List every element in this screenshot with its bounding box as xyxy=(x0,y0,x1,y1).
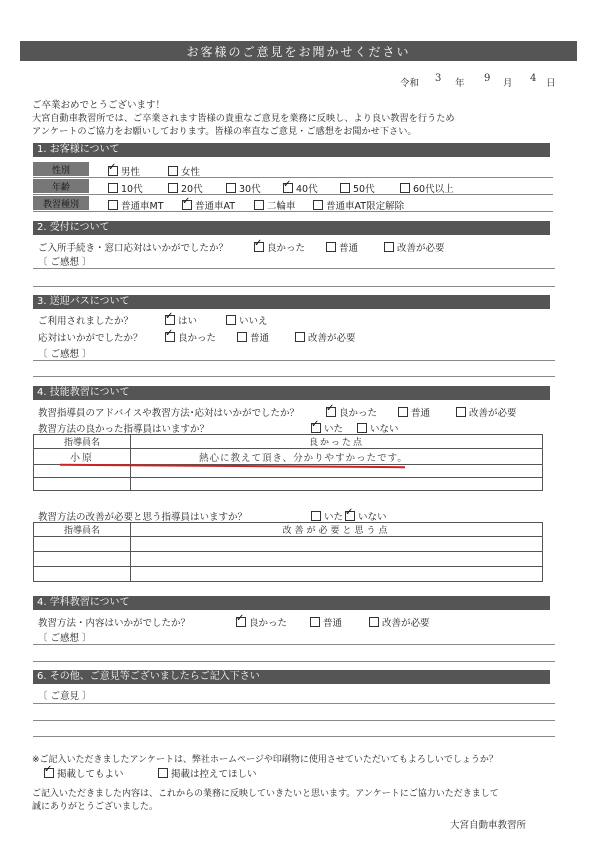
checkbox-checked-icon[interactable] xyxy=(311,423,321,433)
checkbox-icon[interactable] xyxy=(168,183,178,193)
date-day-unit: 日 xyxy=(546,78,556,89)
checkbox-icon[interactable] xyxy=(313,200,323,210)
improve-instructor-table xyxy=(33,522,543,582)
skill-normal-option[interactable]: 普通 xyxy=(398,405,430,419)
checkbox-checked-icon[interactable] xyxy=(182,200,192,210)
section-4-header: 4. 技能教習について xyxy=(33,386,550,400)
checkbox-checked-icon[interactable] xyxy=(44,768,54,778)
date-era: 令和 xyxy=(400,78,420,89)
intro-line-2: 大宮自動車教習所では、ご卒業されます皆様の貴重なご意見を業務に反映し、より良い教習を行うため xyxy=(32,113,455,124)
intro-line-3: アンケートのご協力をお願いしております。皆様の率直なご意見・ご感想をお聞かせ下さい。 xyxy=(32,126,417,137)
skill-good-option[interactable]: ✓ 良かった xyxy=(326,405,377,419)
age-20s-option[interactable]: 20代 xyxy=(168,181,203,195)
checkbox-icon[interactable] xyxy=(108,183,118,193)
checkbox-icon[interactable] xyxy=(369,617,379,627)
good-instructor-question: 教習方法の良かった指導員はいますか？ xyxy=(38,424,210,435)
checkbox-checked-icon[interactable] xyxy=(165,315,175,325)
good-point-text: 熱心に教えて頂き、分かりやすかったです。 xyxy=(199,452,408,464)
checkbox-icon[interactable] xyxy=(398,407,408,417)
col-good-point: 良かった点 xyxy=(131,435,543,449)
checkbox-checked-icon[interactable] xyxy=(254,242,264,252)
date-month-unit: 月 xyxy=(503,78,513,89)
gender-female-option[interactable]: 女性 xyxy=(168,164,200,178)
type-at-release-option[interactable]: 普通車AT限定解除 xyxy=(313,198,404,212)
publish-ok-option[interactable]: ✓掲載してもよい xyxy=(44,766,124,780)
age-10s-option[interactable]: 10代 xyxy=(108,181,143,195)
reception-good-option[interactable]: ✓ 良かった xyxy=(254,240,305,254)
checkbox-icon[interactable] xyxy=(295,332,305,342)
thanks-line-1: ご記入いただきました内容は、これからの業務に反映していきたいと思います。アンケートにご協力いただきまして xyxy=(32,789,499,799)
bus-improve-option[interactable]: 改善が必要 xyxy=(295,330,356,344)
age-60s-option[interactable]: 60代以上 xyxy=(400,181,454,195)
checkbox-icon[interactable] xyxy=(310,617,320,627)
col-instructor-name: 指導員名 xyxy=(34,435,131,449)
section-2-header: 2. 受付について xyxy=(33,221,550,235)
type-at-option[interactable]: ✓ 普通車AT xyxy=(182,198,235,212)
checkbox-icon[interactable] xyxy=(357,423,367,433)
instructor-name-cell[interactable] xyxy=(34,449,131,465)
bus-normal-option[interactable]: 普通 xyxy=(237,330,269,344)
date-year-unit: 年 xyxy=(455,78,465,89)
bus-service-question: 応対はいかがでしたか？ xyxy=(38,333,143,344)
good-point-cell[interactable] xyxy=(131,449,543,465)
reception-normal-option[interactable]: 普通 xyxy=(326,240,358,254)
age-label: 年齢 xyxy=(33,179,89,193)
section-6-header: 6. その他、ご意見等ございましたらご記入下さい xyxy=(33,670,550,684)
section-5-header: 4. 学科教習について xyxy=(33,596,550,610)
good-instructor-present-option[interactable]: ✓ いた xyxy=(311,421,343,435)
class-good-option[interactable]: ✓ 良かった xyxy=(236,615,287,629)
bus-use-question: ご利用されましたか？ xyxy=(38,316,134,327)
age-40s-option[interactable]: ✓ 40代 xyxy=(283,181,318,195)
checkbox-checked-icon[interactable] xyxy=(326,407,336,417)
date-month: 9 xyxy=(484,73,493,84)
checkbox-checked-icon[interactable] xyxy=(236,617,246,627)
col-improve-point: 改善が必要と思う点 xyxy=(131,523,543,537)
checkbox-icon[interactable] xyxy=(456,407,466,417)
type-label: 教習種別 xyxy=(33,196,89,210)
checkbox-checked-icon[interactable] xyxy=(165,332,175,342)
instructor-name: 小原 xyxy=(70,453,94,464)
class-question: 教習方法・内容はいかがでしたか？ xyxy=(38,618,191,629)
checkbox-checked-icon[interactable] xyxy=(345,511,355,521)
section-1-header: 1. お客様について xyxy=(33,143,550,157)
bus-good-option[interactable]: ✓ 良かった xyxy=(165,330,216,344)
improve-instructor-question: 教習方法の改善が必要と思う指導員はいますか？ xyxy=(38,512,248,523)
checkbox-icon[interactable] xyxy=(254,200,264,210)
form-title: お客様のご意見をお聞かせください xyxy=(20,41,577,61)
reception-question: ご入所手続き・窓口応対はいかがでしたか？ xyxy=(38,243,229,254)
improve-instructor-absent-option[interactable]: ✓ いない xyxy=(345,509,387,523)
bus-no-option[interactable]: いいえ xyxy=(226,313,268,327)
other-comment-label: 〔 ご意見 〕 xyxy=(38,691,92,702)
organization-name: 大宮自動車教習所 xyxy=(450,820,527,831)
reception-comment-label: 〔 ご感想 〕 xyxy=(38,257,92,268)
checkbox-icon[interactable] xyxy=(158,768,168,778)
age-50s-option[interactable]: 50代 xyxy=(340,181,375,195)
improve-instructor-present-option[interactable]: いた xyxy=(311,509,343,523)
skill-question: 教習指導員のアドバイスや教習方法･応対はいかがでしたか？ xyxy=(38,408,299,419)
class-normal-option[interactable]: 普通 xyxy=(310,615,342,629)
gender-label: 性別 xyxy=(33,162,89,176)
type-mt-option[interactable]: 普通車MT xyxy=(108,198,164,212)
checkbox-icon[interactable] xyxy=(168,166,178,176)
checkbox-icon[interactable] xyxy=(326,242,336,252)
section-3-header: 3. 送迎バスについて xyxy=(33,295,550,309)
class-comment-label: 〔 ご感想 〕 xyxy=(38,633,92,644)
col-instructor-name: 指導員名 xyxy=(34,523,131,537)
checkbox-checked-icon[interactable] xyxy=(283,183,293,193)
type-bike-option[interactable]: 二輪車 xyxy=(254,198,296,212)
class-improve-option[interactable]: 改善が必要 xyxy=(369,615,430,629)
publish-note: ※ご記入いただきましたアンケートは、弊社ホームページや印刷物に使用させていただいてもよろしいでしょうか？ xyxy=(32,755,498,765)
checkbox-icon[interactable] xyxy=(237,332,247,342)
bus-yes-option[interactable]: ✓ はい xyxy=(165,313,197,327)
publish-ng-option[interactable]: 掲載は控えてほしい xyxy=(158,766,257,780)
reception-improve-option[interactable]: 改善が必要 xyxy=(384,240,445,254)
good-instructor-absent-option[interactable]: いない xyxy=(357,421,399,435)
checkbox-icon[interactable] xyxy=(400,183,410,193)
thanks-line-2: 誠にありがとうございました。 xyxy=(32,802,159,812)
gender-male-option[interactable]: ✓男性 xyxy=(108,164,140,178)
age-30s-option[interactable]: 30代 xyxy=(226,181,261,195)
checkbox-icon[interactable] xyxy=(226,315,236,325)
date-day: 4 xyxy=(530,73,539,84)
checkbox-icon[interactable] xyxy=(384,242,394,252)
checkbox-checked-icon[interactable] xyxy=(108,166,118,176)
checkbox-icon[interactable] xyxy=(311,511,321,521)
skill-improve-option[interactable]: 改善が必要 xyxy=(456,405,517,419)
intro-line-1: ご卒業おめでとうございます！ xyxy=(32,100,166,111)
checkbox-icon[interactable] xyxy=(226,183,236,193)
date-year: 3 xyxy=(435,73,444,84)
good-instructor-table xyxy=(33,434,543,491)
checkbox-icon[interactable] xyxy=(108,200,118,210)
bus-comment-label: 〔 ご感想 〕 xyxy=(38,349,92,360)
checkbox-icon[interactable] xyxy=(340,183,350,193)
